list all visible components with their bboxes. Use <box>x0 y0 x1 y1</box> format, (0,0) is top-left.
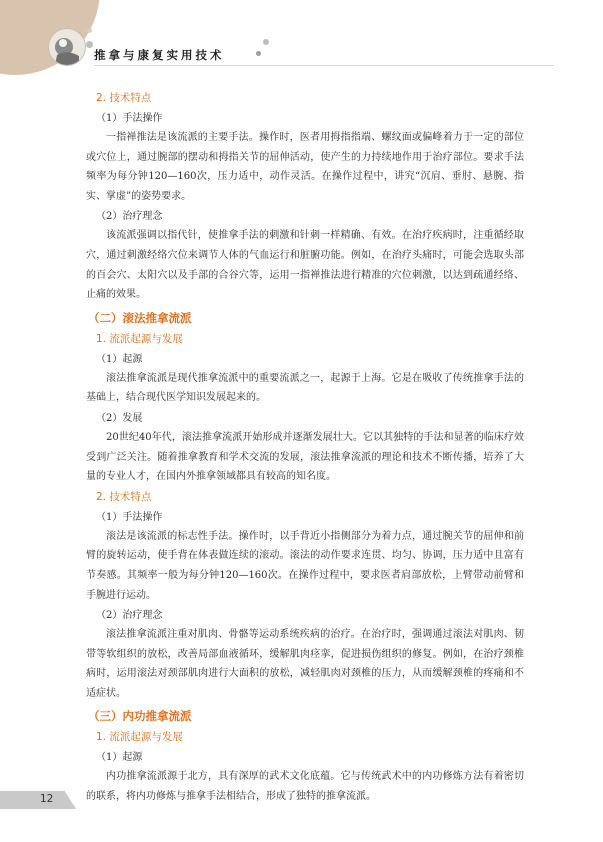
body-paragraph: 20世纪40年代，滚法推拿流派开始形成并逐渐发展壮大。它以其独特的手法和显著的临床疗效受到广泛关注。随着推拿教育和学术交流的发展，滚法推拿流派的理论和技术不断传播，培养了大量的专业人才，在国内外推拿领域都具有较高的知名度。 <box>86 431 524 483</box>
item-heading: （1）手法操作 <box>96 113 163 124</box>
header-divider <box>94 65 554 66</box>
page-number: 12 <box>40 793 54 805</box>
page-body <box>86 88 524 807</box>
decor-dot <box>256 51 261 56</box>
item-heading: （2）发展 <box>96 412 143 424</box>
decor-dot <box>86 41 93 48</box>
item-heading: （1）起源 <box>96 752 143 764</box>
decor-dot <box>87 28 92 33</box>
header-emblem-icon <box>48 28 86 66</box>
body-paragraph: 该流派强调以指代针，使推拿手法的刺激和针刺一样精确、有效。在治疗疾病时，注重循经取穴，通过刺激经络穴位来调节人体的气血运行和脏腑功能。例如，在治疗头痛时，可能会选取头部的百会穴、太阳穴以及手部的合谷穴等，运用一指禅推法进行精准的穴位刺激，以达到疏通经络、止痛的效果。 <box>86 230 524 301</box>
item-heading: （1）手法操作 <box>96 511 163 523</box>
body-paragraph: 滚法推拿流派注重对肌肉、骨骼等运动系统疾病的治疗。在治疗时，强调通过滚法对肌肉、韧带等软组织的放松，改善局部血液循环，缓解肌肉痉挛，促进损伤组织的修复。例如，在治疗颈椎病时，运用滚法对颈部肌肉进行大面积的放松，减轻肌肉对颈椎的压力，从而缓解颈椎的疼痛和不适症状。 <box>86 629 524 699</box>
item-heading: （1）起源 <box>96 353 143 365</box>
subsection-heading: 2. 技术特点 <box>96 490 152 503</box>
body-paragraph: 内功推拿流派源于北方，具有深厚的武术文化底蕴。它与传统武术中的内功修炼方法有着密切的联系，将内功修炼与推拿手法相结合，形成了独特的推拿流派。 <box>86 771 524 803</box>
item-heading: （2）治疗理念 <box>96 211 163 223</box>
subsection-heading: 2. 技术特点 <box>96 92 152 104</box>
subsection-heading: 1. 流派起源与发展 <box>96 731 183 744</box>
item-heading: （2）治疗理念 <box>96 610 163 622</box>
body-paragraph: 一指禅推法是该流派的主要手法。操作时，医者用拇指指端、螺纹面或偏峰着力于一定的部位或穴位上，通过腕部的摆动和拇指关节的屈伸活动，使产生的力持续地作用于治疗部位。要求手法频率为每分钟120—160次，压力适中，动作灵活。在操作过程中，讲究“沉肩、垂肘、悬腕、指实、掌虚”的姿势要求。 <box>86 132 524 202</box>
decor-dot <box>263 39 269 45</box>
subsection-heading: 1. 流派起源与发展 <box>96 332 183 345</box>
section-heading: （二）滚法推拿流派 <box>88 310 192 325</box>
page-number-tab <box>0 791 76 809</box>
section-heading: （三）内功推拿流派 <box>88 709 192 724</box>
body-paragraph: 滚法是该流派的标志性手法。操作时，以手背近小指侧部分为着力点，通过腕关节的屈伸和前臂的旋转运动，使手背在体表做连续的滚动。滚法的动作要求连贯、均匀、协调，压力适中且富有节奏感。其频率一般为每分钟120—160次。在操作过程中，要求医者肩部放松，上臂带动前臂和手腕进行运动。 <box>86 530 524 601</box>
body-paragraph: 滚法推拿流派是现代推拿流派中的重要流派之一，起源于上海。它是在吸收了传统推拿手法的基础上，结合现代医学知识发展起来的。 <box>86 372 524 404</box>
book-title: 推拿与康复实用技术 <box>94 48 225 62</box>
